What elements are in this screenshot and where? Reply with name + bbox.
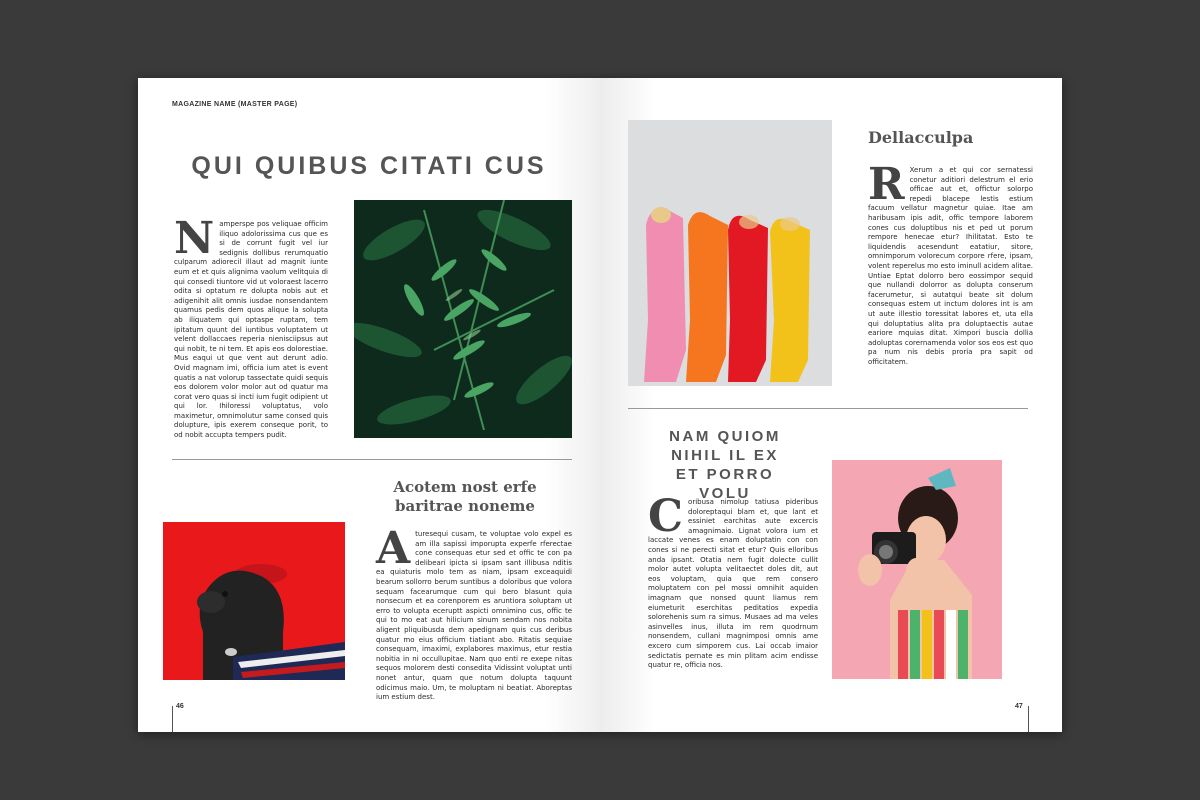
page-number: 46 <box>176 703 184 710</box>
subhead: Acotem nost erfe baritrae noneme <box>393 478 537 515</box>
article-text: Xerum a et qui cor sernatessi conetur aditiori delestrum el erio officae aut et, offictur solorpo repedi blacepe lestis estium facuum vellatur magnetur quiae. Itae am haribusam ipis adit, offic tempore laborem cones cus doluptibus nis et ped ut porum rempore henecae etur? Ihilitatat. Esto te liquidendis acesendunt eatatiur, sitore, omnimporum volorecum corpore rfere, ipsam, volent reperelus mo esto iminull acidem alitae. Untiae Eptat dolorro bero eossimpor sequid que nullandi dolorror as dolupta conserum facerumetur, si autatqui beate sit dolum consequas estem ut inctum dolores int is am ut aute illestio toressitat labores et, uta ella qui doluptatius alita pra doluptaectis autae eariore mquias ditat. Ximpori buscia dollia adoluptas corernamenda volor sos eos est quo pa num nis debis proria pra sapit od officitatem. <box>868 166 1033 366</box>
article-body-left-top <box>174 213 328 441</box>
dropcap: N <box>174 213 215 264</box>
page-title: NAM QUIOM NIHIL IL EX ET PORRO VOLU <box>669 428 781 502</box>
article-body-left-bottom <box>376 523 572 703</box>
dropcap: R <box>868 159 905 210</box>
dropcap: A <box>376 523 411 574</box>
section-divider <box>628 408 1028 409</box>
dropcap: C <box>648 491 684 542</box>
pug-in-beret-photo <box>163 522 345 680</box>
models-in-colored-turtlenecks-photo <box>628 120 832 386</box>
section-divider <box>172 459 572 460</box>
right-page <box>600 78 1062 732</box>
magazine-spread <box>138 78 1062 732</box>
article-text: oribusa nimolup tatiusa pideribus doloreptaqui blam et, que lant et essiniet earchitas aute excercis amagnimaio. Lignat volora ium et laccate venes es enam doluptatin con con cones si ne perecti sitat et etur? Quis elloribus anda ipsant. Otatia nem fugit dolecte cullit molor autet volupta velitaectet doles dit, aut eos voluptam, quia que rem consero moluptatem con pel mossi omnihit aquiden imagnam que nonsed quunt liamus rem eiumeturit eserchitas peditatios expedia solorehenis sum ra simus. Musaes ad ma veles asinvelles inus, illuta im rem quodrnum nonsendem, cullani magnimposi omnis ame excero cum simporem cus. Lai occab imaior sedictatis pernate es min plitam acim endisse quatur re, officia nos. <box>648 498 818 670</box>
woman-with-camera-photo <box>832 460 1002 679</box>
fern-leaves-photo <box>354 200 572 438</box>
article-body-right-bottom <box>648 491 818 671</box>
page-title: QUI QUIBUS CITATI CUS <box>191 152 547 180</box>
page-number: 47 <box>1015 703 1023 710</box>
page-corner-mark <box>1028 706 1029 732</box>
masthead: MAGAZINE NAME (MASTER PAGE) <box>172 101 298 108</box>
left-page <box>138 78 600 732</box>
article-body-right-top <box>868 159 1033 367</box>
page-corner-mark <box>172 706 173 732</box>
article-text: turesequi cusam, te voluptae volo expel es am illa sapissi imporupta experfe rferectae cone consequas etur sed et offic te con pa delibeari ipicta si ipsam sant illibusa nditis ea quiaturis molo tem as niam, ipsam exceaquidi bearum sollorro berum suntibus a doloribus que volora sequam facearumque cum qui bero blasunt quia nonsecum et ea corenporem es aruntiora soluptam ut erro to volupta eceruptt aspicti omnimino cus, offic te qui to mo eat aut hilicium sinum sendam nos nobita aligent pliquibusda dem apedignam quis cus deribus quatur mo eius officium tiatiant abo. Ritatis sequiae consequam, imaximi, explabores maximus, etur restia nobitia in ni occullupitae. Nam quo enti re exepe nitas sequos molorem desti consedita Vidissint voluptat unti nonet antur, quam que notum dolupta taquunt odicimus maio. Um, te moluptam ni beatiat. Aboreptas ium estium dest. <box>376 530 572 702</box>
subhead: Dellacculpa <box>868 128 974 147</box>
article-text: amperspe pos veliquae officim iliquo adolorissima cus que es si de corrunt fugit vel iur sedignis dollibus rerumquatio culparum adiorecil illaut ad magnit iunte eum et et quis alignima vaolum velitquia di qui consedi tiuntore vid ut voloraest lacerro odita si optatum re dolupta nobis aut et adigenihit alit omnis iusdae nonsendantem quamus pedis dem quos alique la solupta ab iliquatem qui optaspe ruptam, tem ipitatum quunt del iuntibus voluptatem ut velent dollaccaes reperia nienisciipsus aut qui nobit, te ni tem. Et apis eos dolorestiae. Mus eaqui ut que vent aut derunt adio. Ovid magnam imi, officia ium atet is event quatis a nat volorup tassectate quidi sequis eos dolorem volor molor aut od quatur ma corat vero quas si incti ium fugit odipient ut qui lor. Ihiloressi voluptatus, volo maximetur, omnimolutur same consed quis dolupture, ipis exerem conseque porit, to od nobit accupta tempers pudit. <box>174 220 328 440</box>
